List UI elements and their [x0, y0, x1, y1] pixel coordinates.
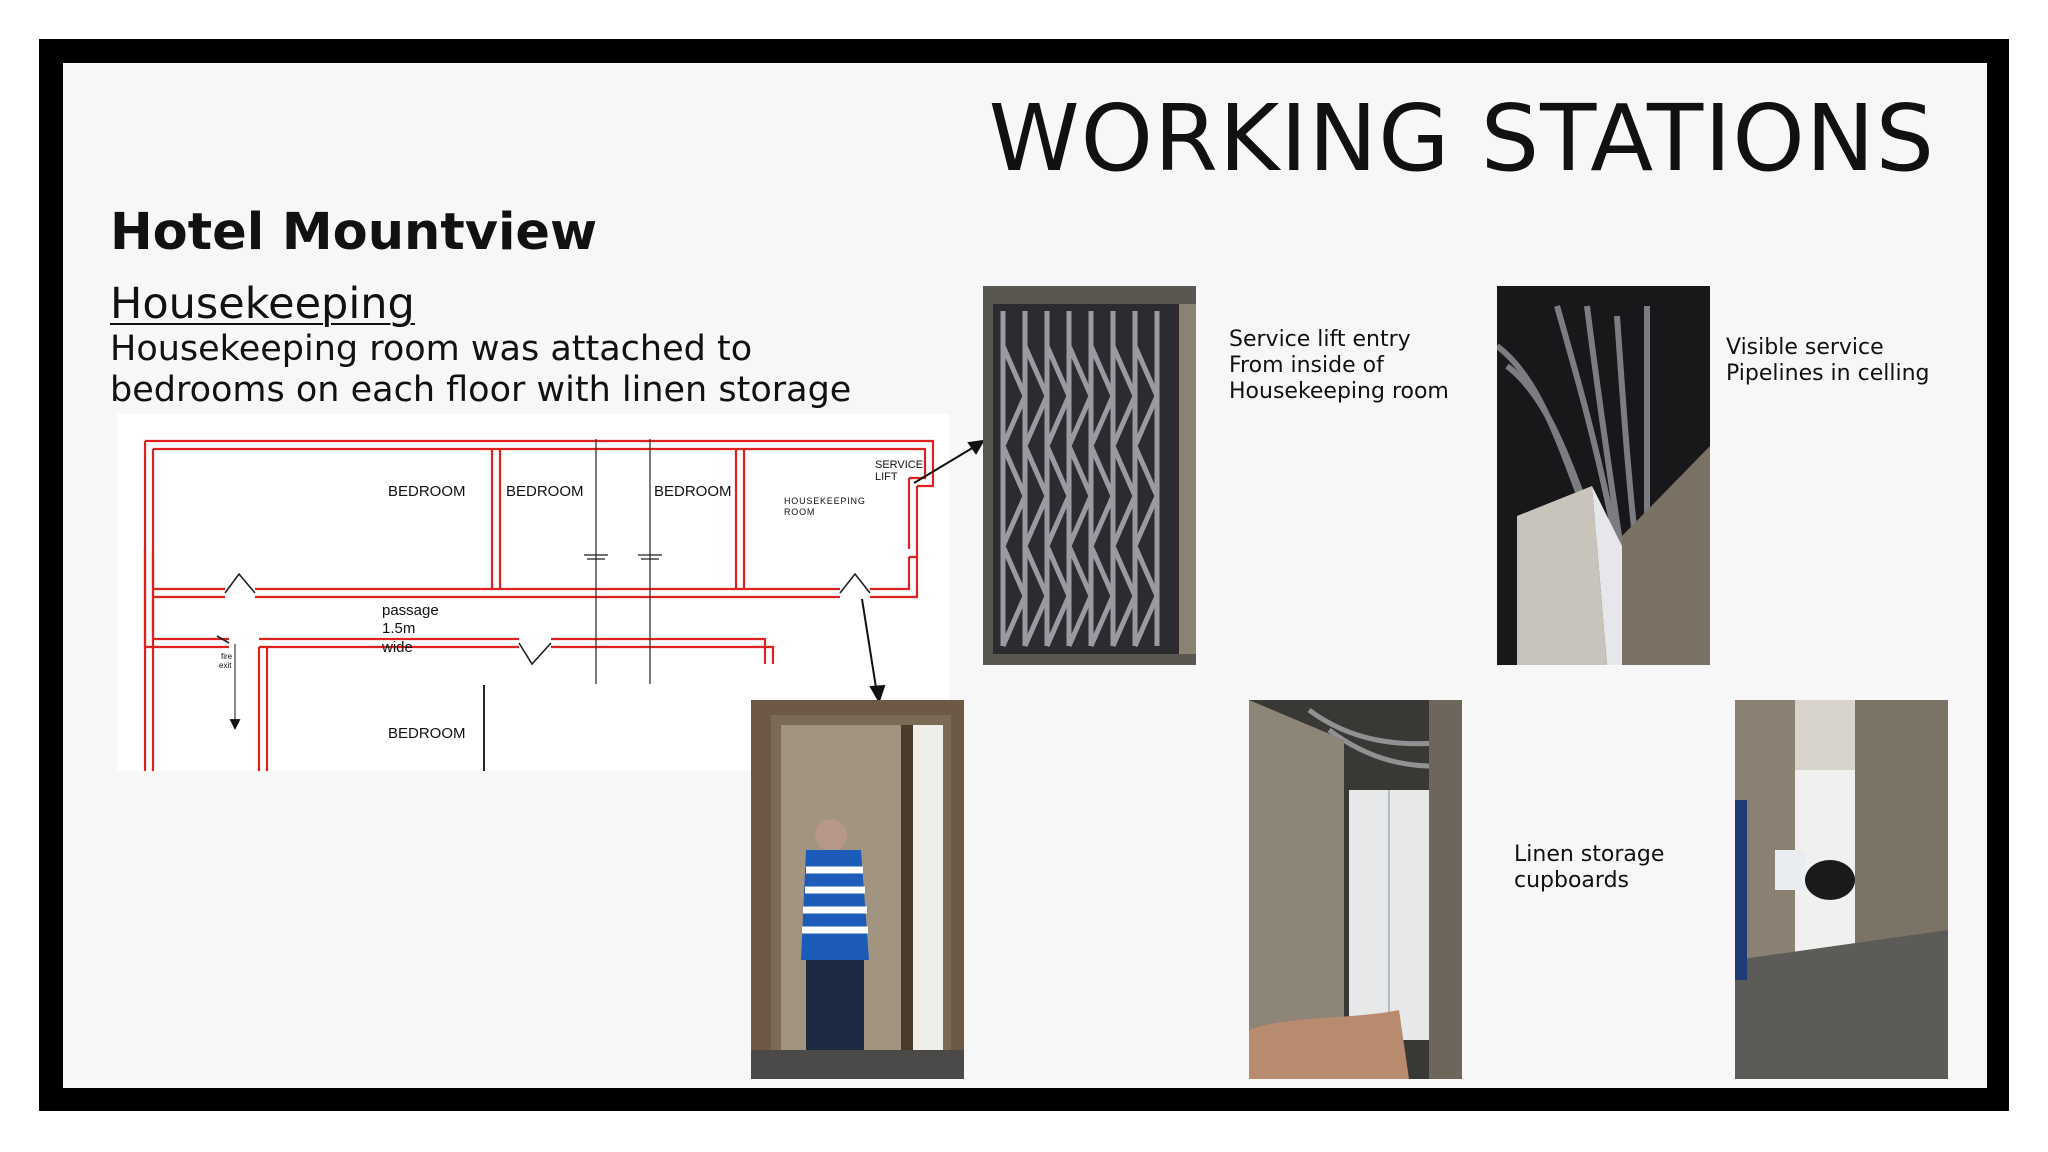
caption-service-lift: Service lift entry From inside of Housekeeping room — [1229, 327, 1449, 404]
corridor-photo — [1735, 700, 1948, 1079]
label-bedroom-bottom: BEDROOM — [388, 725, 466, 742]
label-housekeeping-2: ROOM — [784, 507, 816, 517]
slide — [63, 63, 1987, 1088]
housekeeping-door-photo — [751, 700, 964, 1079]
label-fire-exit-1: fire — [221, 652, 233, 661]
label-passage-3: wide — [382, 639, 413, 656]
pipelines-photo — [1497, 286, 1710, 665]
label-passage-2: 1.5m — [382, 620, 416, 637]
caption-pipelines: Visible service Pipelines in celling — [1726, 335, 1930, 386]
label-passage-1: passage — [382, 602, 439, 619]
caption-linen: Linen storage cupboards — [1514, 842, 1665, 893]
hotel-name: Hotel Mountview — [110, 203, 598, 262]
label-bedroom-1: BEDROOM — [388, 483, 466, 500]
service-lift-photo — [983, 286, 1196, 665]
label-fire-exit-2: exit — [219, 661, 232, 670]
slide-title: WORKING STATIONS — [988, 85, 1935, 192]
label-service-lift-1: SERVICE — [875, 459, 924, 471]
label-housekeeping-1: HOUSEKEEPING — [784, 496, 866, 506]
section-heading: Housekeeping — [110, 279, 415, 329]
linen-cupboards-photo — [1249, 700, 1462, 1079]
section-description: Housekeeping room was attached to bedrooms on each floor with linen storage — [110, 329, 852, 410]
label-bedroom-3: BEDROOM — [654, 483, 732, 500]
label-bedroom-2: BEDROOM — [506, 483, 584, 500]
label-service-lift-2: LIFT — [875, 471, 898, 483]
